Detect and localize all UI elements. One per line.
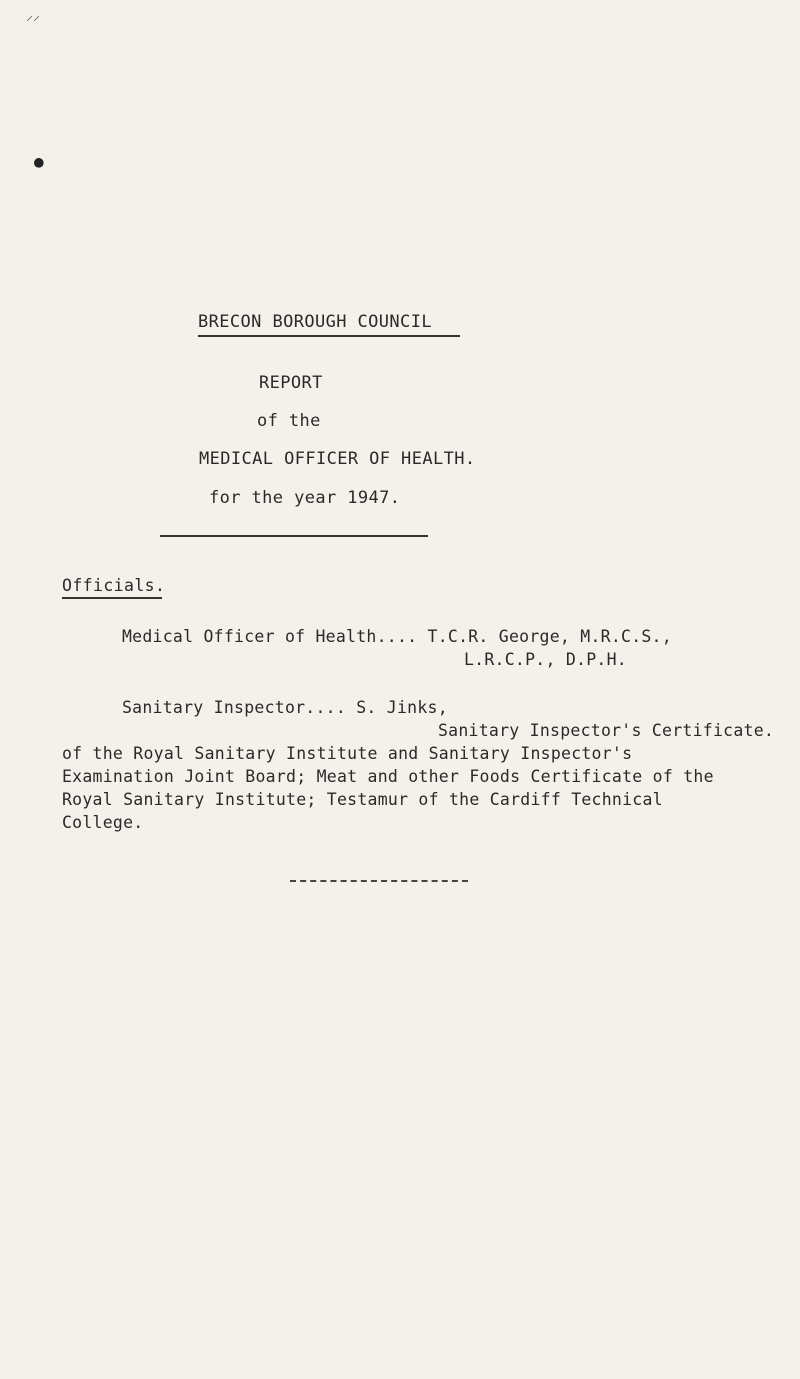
sanitary-inspector-line-6: College.	[62, 813, 144, 832]
council-title-underline	[198, 335, 460, 337]
year-line: for the year 1947.	[209, 488, 401, 508]
report-title: REPORT	[259, 373, 323, 393]
header-divider	[160, 535, 428, 537]
scan-mark-bullet: ●	[34, 152, 44, 171]
medical-officer-line-1: Medical Officer of Health.... T.C.R. George, M.R.C.S.,	[122, 627, 672, 646]
sanitary-inspector-line-3: of the Royal Sanitary Institute and Sanitary Inspector's	[62, 744, 633, 763]
sanitary-inspector-line-5: Royal Sanitary Institute; Testamur of the Cardiff Technical	[62, 790, 663, 809]
sanitary-inspector-line-4: Examination Joint Board; Meat and other Foods Certificate of the	[62, 767, 714, 786]
officials-heading: Officials.	[62, 576, 166, 595]
closing-divider	[290, 880, 468, 882]
medical-officer-line-2: L.R.C.P., D.P.H.	[464, 650, 627, 669]
sanitary-inspector-line-1: Sanitary Inspector.... S. Jinks,	[122, 698, 448, 717]
scan-mark-top: ⸝⸝	[26, 8, 40, 24]
of-the-line: of the	[257, 411, 321, 431]
council-title: BRECON BOROUGH COUNCIL	[198, 312, 432, 332]
officials-heading-underline	[62, 597, 162, 599]
sanitary-inspector-line-2: Sanitary Inspector's Certificate.	[438, 721, 775, 740]
office-title: MEDICAL OFFICER OF HEALTH.	[199, 449, 476, 469]
